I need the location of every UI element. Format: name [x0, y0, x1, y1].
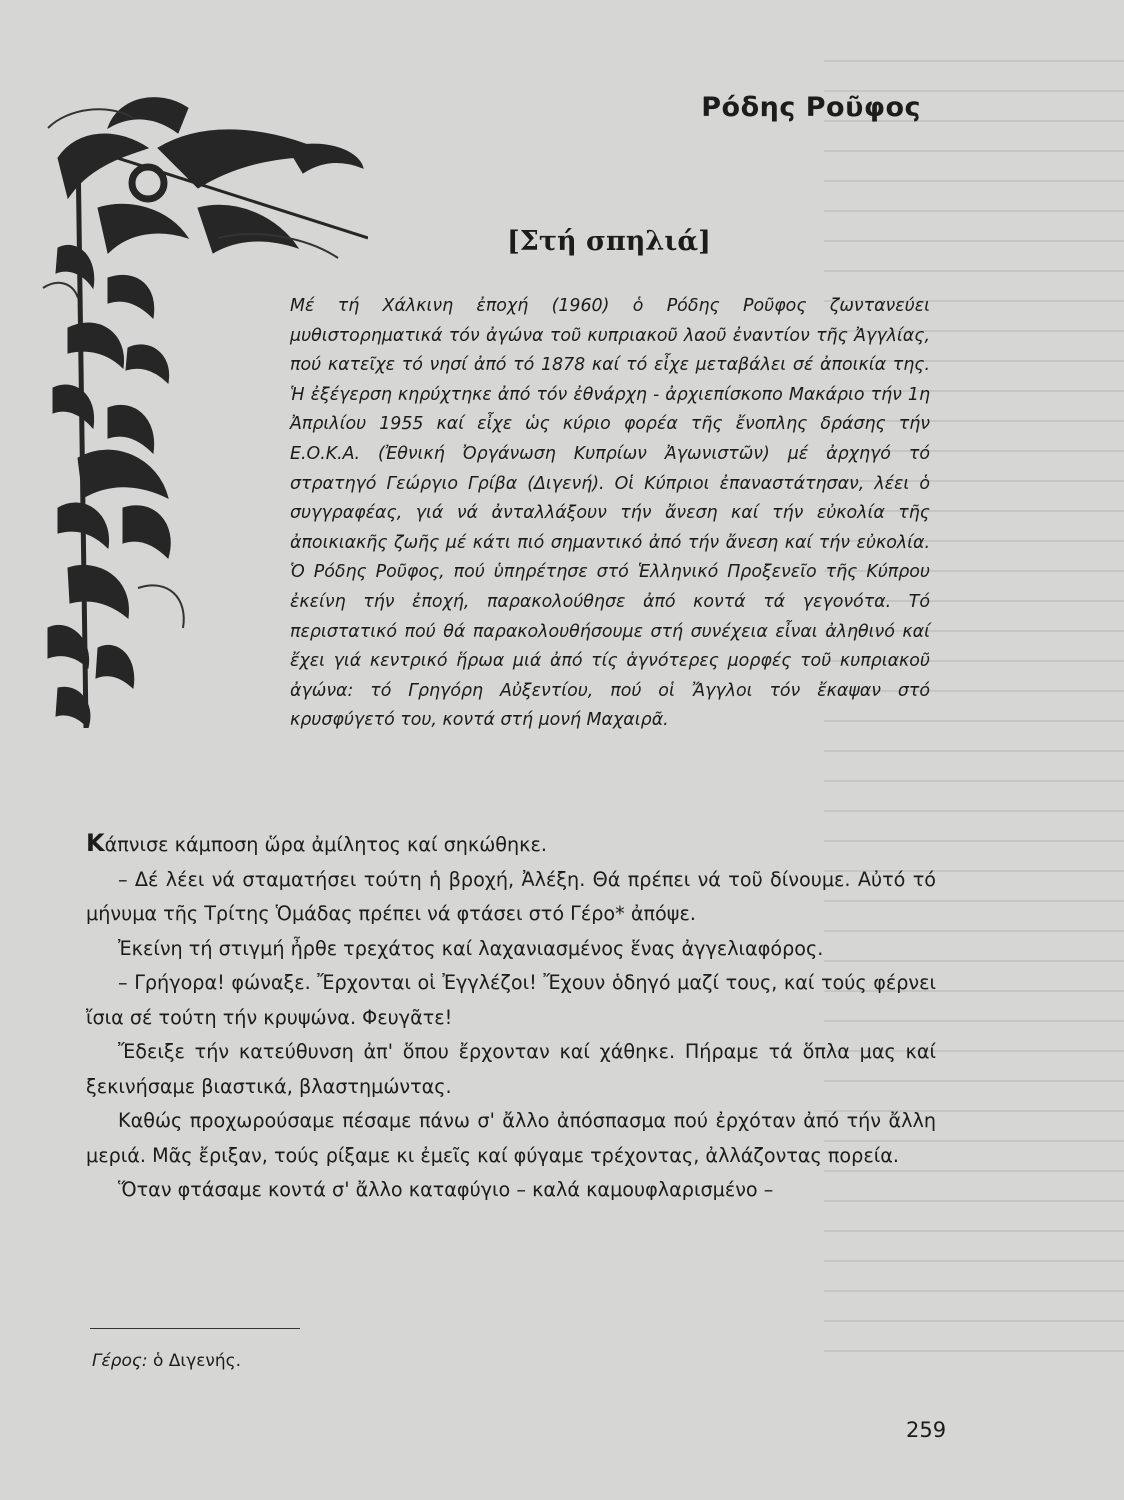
paragraph: Κάπνισε κάμποση ὥρα ἀμίλητος καί σηκώθηκε. [86, 829, 547, 857]
intro-text [290, 292, 930, 736]
author-name: Ρόδης Ροῦφος [701, 92, 921, 123]
paragraph: Ὅταν φτάσαμε κοντά σ' ἄλλο καταφύγιο – καλά καμουφλαρισμένο – [118, 1178, 774, 1201]
paragraph: Καθώς προχωρούσαμε πέσαμε πάνω σ' ἄλλο ἀπόσπασμα πού ἐρχόταν ἀπό τήν ἄλλη μεριά. Μᾶς ἔριξαν, τούς ρίξαμε κι ἐμεῖς καί φύγαμε τρέχοντας, ἀλλάζοντας πορεία. [86, 1109, 936, 1167]
footnote [92, 1351, 241, 1371]
chapter-title: [Στή σπηλιά] [507, 226, 711, 257]
paragraph: – Γρήγορα! φώναξε. Ἔρχονται οἱ Ἐγγλέζοι! Ἔχουν ὁδηγό μαζί τους, καί τούς φέρνει ἴσια σέ τούτη τήν κρυψώνα. Φευγᾶτε! [86, 971, 936, 1029]
page-number: 259 [906, 1418, 947, 1442]
paragraph: Ἐκείνη τή στιγμή ἦρθε τρεχάτος καί λαχανιασμένος ἕνας ἀγγελιαφόρος. [118, 936, 824, 960]
footnote-term: Γέρος: [92, 1351, 148, 1371]
footnote-text: ὁ Διγενής. [147, 1351, 242, 1371]
intro-paragraph: Μέ τή Χάλκινη ἐποχή (1960) ὁ Ρόδης Ροῦφος ζωντανεύει μυθιστορηματικά τόν ἀγώνα τοῦ κυπριακοῦ λαοῦ ἐναντίον τῆς Ἀγγλίας, πού κατεῖχε τό νησί ἀπό τό 1878 καί τό εἶχε μεταβάλει σέ ἀποικία της. Ἡ ἐξέγερση κηρύχτηκε ἀπό τόν ἐθνάρχη - ἀρχιεπίσκοπο Μακάριο τήν 1η Ἀπριλίου 1955 καί εἶχε ὡς κύριο φορέα τῆς ἔνοπλης δράσης τήν Ε.Ο.Κ.Α. (Ἐθνική Ὀργάνωση Κυπρίων Ἀγωνιστῶν) μέ ἀρχηγό τό στρατηγό Γεώργιο Γρίβα (Διγενή). Οἱ Κύπριοι ἐπαναστάτησαν, λέει ὁ συγγραφέας, γιά νά ἀνταλλάξουν τήν ἄνεση καί τήν εὐκολία τῆς ἀποικιακῆς ζωῆς μέ κάτι πιό σημαντικό ἀπό τήν ἄνεση καί τήν εὐκολία. Ὁ Ρόδης Ροῦφος, πού ὑπηρέτησε στό Ἑλληνικό Προξενεῖο τῆς Κύπρου ἐκείνη τήν ἐποχή, παρακολούθησε ἀπό κοντά τά γεγονότα. Τό περιστατικό πού θά παρακολουθήσουμε στή συνέχεια εἶναι ἀληθινό καί ἔχει γιά κεντρικό ἥρωα μιά ἀπό τίς ἁγνότερες μορφές τοῦ κυπριακοῦ ἀγώνα: τό Γρηγόρη Αὐξεντίου, πού οἱ Ἄγγλοι τόν ἔκαψαν στό κρυσφύγετό του, κοντά στή μονή Μαχαιρᾶ. [290, 296, 930, 731]
body-text [86, 826, 936, 1208]
paragraph: Ἔδειξε τήν κατεύθυνση ἀπ' ὅπου ἔρχονταν καί χάθηκε. Πήραμε τά ὅπλα μας καί ξεκινήσαμε βιαστικά, βλαστημώντας. [86, 1040, 936, 1098]
footnote-divider [90, 1328, 300, 1329]
paragraph: – Δέ λέει νά σταματήσει τούτη ἡ βροχή, Ἀλέξη. Θά πρέπει νά τοῦ δίνουμε. Αὐτό τό μήνυμα τῆς Τρίτης Ὁμάδας πρέπει νά φτάσει στό Γέρο* ἀπόψε. [86, 867, 936, 925]
